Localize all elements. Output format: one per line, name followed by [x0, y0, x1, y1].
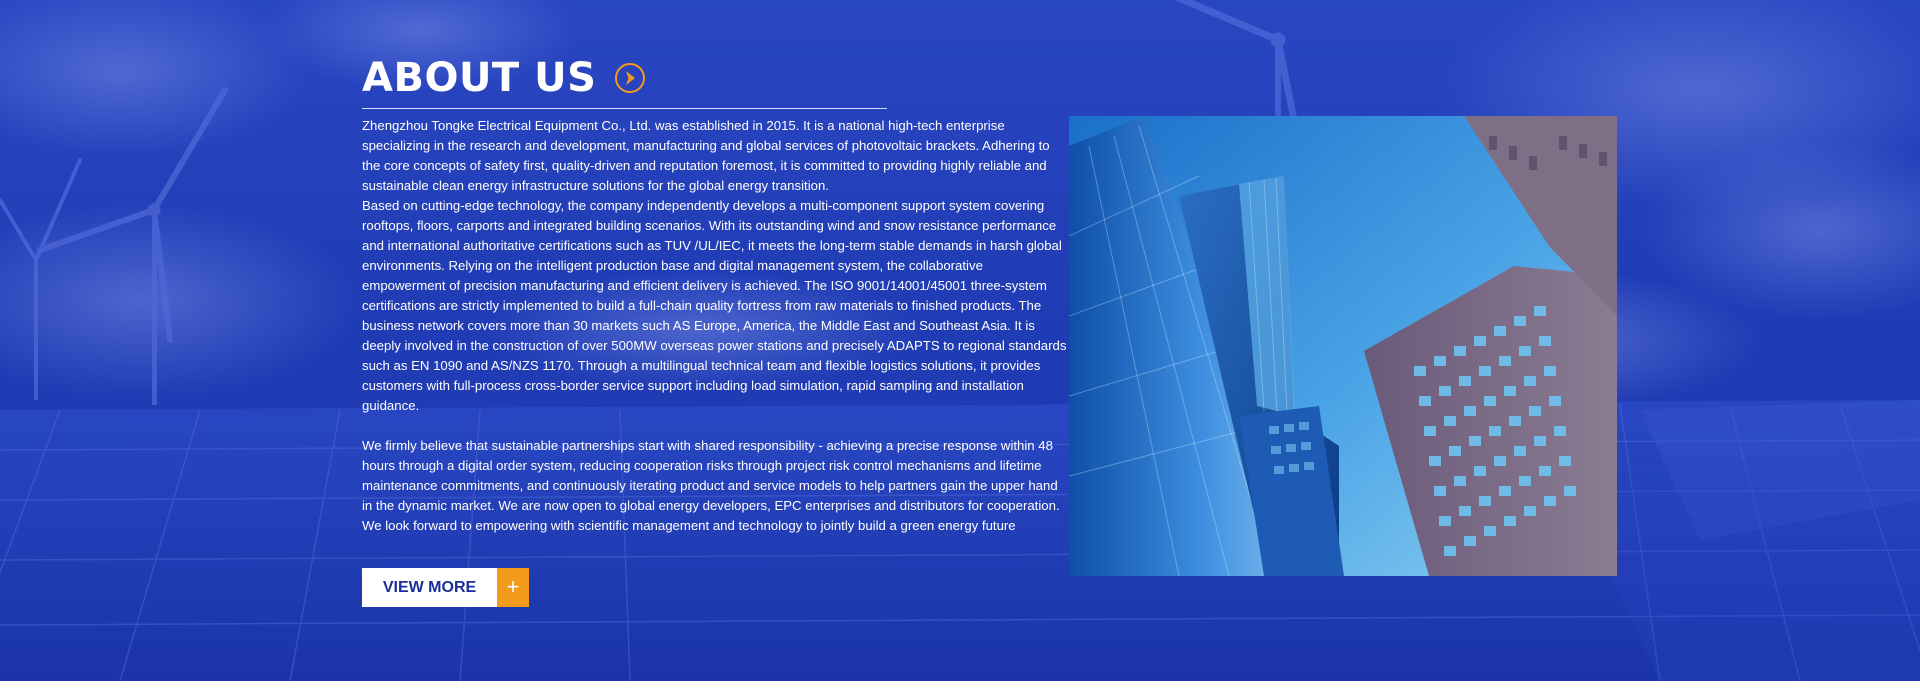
arrow-right-circle-icon[interactable]	[614, 62, 646, 94]
heading-row	[362, 50, 1072, 106]
partnership-paragraph: We firmly believe that sustainable partnerships start with shared responsibility - achieving a precise response within 48 hours through a digital order system, reducing cooperation risks through project risk control mechanisms and lifetime maintenance commitments, and continuously iterating product and service models to help partners gain the upper hand in the dynamic market. We are now open to global energy developers, EPC enterprises and distributors for cooperation. We look forward to empowering with scientific management and technology to jointly build a green energy future	[362, 438, 1060, 533]
view-more-button[interactable]	[362, 568, 529, 607]
title-underline	[362, 108, 887, 109]
view-more-label: VIEW MORE	[362, 568, 497, 607]
section-title: ABOUT US	[362, 55, 597, 101]
about-content	[362, 50, 1072, 536]
technology-paragraph: Based on cutting-edge technology, the company independently develops a multi-component support system covering rooftops, floors, carports and integrated building scenarios. With its outstanding wind and snow resistance performance and international authoritative certifications such as TUV /UL/IEC, it meets the long-term stable demands in harsh global environments. Relying on the intelligent production base and digital management system, the collaborative empowerment of precision manufacturing and efficient delivery is achieved. The ISO 9001/14001/45001 three-system certifications are strictly implemented to build a full-chain quality fortress from raw materials to finished products. The business network covers more than 30 markets such AS Europe, America, the Middle East and Southeast Asia. It is deeply involved in the construction of over 500MW overseas power stations and precisely ADAPTS to regional standards such as EN 1090 and AS/NZS 1170. Through a multilingual technical team and flexible logistics solutions, it provides customers with full-process cross-border service support including load simulation, rapid sampling and installation guidance.	[362, 198, 1067, 413]
plus-icon: +	[497, 568, 529, 607]
intro-paragraph: Zhengzhou Tongke Electrical Equipment Co., Ltd. was established in 2015. It is a national high-tech enterprise specializing in the research and development, manufacturing and global services of photovoltaic brackets. Adhering to the core concepts of safety first, quality-driven and reputation foremost, it is committed to providing highly reliable and sustainable clean energy infrastructure solutions for the global energy transition.	[362, 118, 1050, 193]
building-photo	[1069, 116, 1617, 576]
